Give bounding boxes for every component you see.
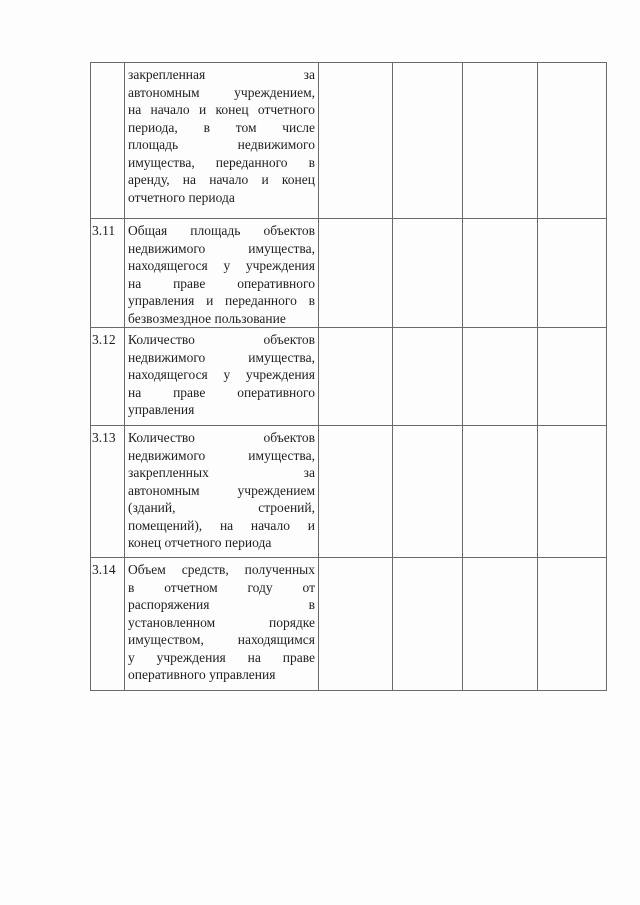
description-line: автономным учреждением, [128, 84, 315, 100]
table-row [91, 426, 607, 558]
description-line: у учреждения на праве [128, 649, 315, 665]
value-cell [538, 328, 607, 426]
description-line: конец отчетного периода [128, 535, 272, 550]
value-cell [463, 328, 538, 426]
value-cell [393, 63, 463, 219]
description-line: имуществом, находящимся [128, 632, 315, 647]
value-cell [393, 328, 463, 426]
description-line: Количество объектов [128, 430, 315, 445]
description-line: находящегося у учреждения [128, 367, 315, 382]
value-cell [319, 328, 393, 426]
value-cell [319, 219, 393, 328]
description-line: автономным учреждением [128, 482, 315, 498]
description-line: на праве оперативного [128, 384, 315, 400]
description-line: аренду, на начало и конец [128, 172, 315, 187]
description-line: (зданий, строений, [128, 500, 315, 515]
description-line: Количество объектов [128, 332, 315, 347]
row-number: 3.12 [91, 328, 125, 426]
description-line: имущества, переданного в [128, 154, 315, 170]
description-line: помещений), на начало и [128, 517, 315, 533]
description-line: на праве оперативного [128, 275, 315, 291]
value-cell [538, 558, 607, 691]
row-description [125, 426, 319, 558]
table-row [91, 63, 607, 219]
value-cell [463, 219, 538, 328]
description-line: недвижимого имущества, [128, 349, 315, 365]
report-table [90, 62, 607, 691]
row-description [125, 328, 319, 426]
description-line: управления и переданного в [128, 293, 315, 308]
row-number [91, 63, 125, 219]
row-number: 3.14 [91, 558, 125, 691]
table-row [91, 328, 607, 426]
value-cell [463, 426, 538, 558]
value-cell [463, 63, 538, 219]
value-cell [538, 426, 607, 558]
description-line: закрепленных за [128, 465, 315, 480]
description-line: отчетного периода [128, 189, 235, 205]
description-line: безвозмездное пользование [128, 310, 286, 326]
value-cell [319, 426, 393, 558]
description-line: установленном порядке [128, 614, 315, 630]
description-line: Общая площадь объектов [128, 223, 315, 238]
description-line: находящегося у учреждения [128, 258, 315, 273]
row-description [125, 558, 319, 691]
value-cell [393, 426, 463, 558]
value-cell [463, 558, 538, 691]
row-number: 3.13 [91, 426, 125, 558]
value-cell [538, 63, 607, 219]
value-cell [393, 558, 463, 691]
description-line: на начало и конец отчетного [128, 102, 315, 117]
table-row [91, 558, 607, 691]
description-line: периода, в том числе [128, 119, 315, 135]
description-line: закрепленная за [128, 67, 315, 82]
row-number: 3.11 [91, 219, 125, 328]
description-line: недвижимого имущества, [128, 240, 315, 256]
value-cell [319, 63, 393, 219]
description-line: оперативного управления [128, 667, 276, 682]
description-line: Объем средств, полученных [128, 562, 315, 577]
description-line: в отчетном году от [128, 579, 315, 595]
value-cell [319, 558, 393, 691]
table-row [91, 219, 607, 328]
row-description [125, 63, 319, 219]
description-line: площадь недвижимого [128, 137, 315, 152]
value-cell [393, 219, 463, 328]
description-line: недвижимого имущества, [128, 447, 315, 463]
description-line: распоряжения в [128, 597, 315, 612]
row-description [125, 219, 319, 328]
value-cell [538, 219, 607, 328]
description-line: управления [128, 402, 195, 417]
